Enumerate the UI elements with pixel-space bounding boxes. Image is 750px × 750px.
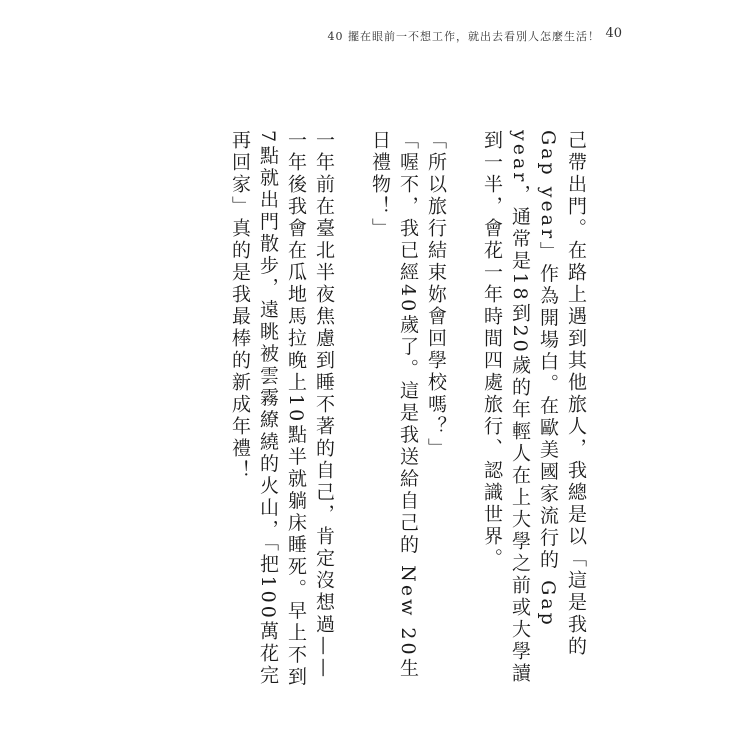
paragraph-reflection: 一年前在臺北半夜焦慮到睡不著的自己，肯定沒想過——一年後我會在瓜地馬拉晚上10點半就躺床睡死。早上不到7點就出門散步，遠眺被雲霧繚繞的火山，「把100萬花完再回家」真的是我最棒的新成年禮！ [229,130,335,689]
paragraph-answer: 「喔不，我已經40歲了。這是我送給自己的 New 20生日禮物！」 [369,130,419,680]
page-number: 40 [605,26,622,41]
running-header: 40 擺在眼前一不想工作，就出去看別人怎麼生活！ [327,30,600,43]
paragraph-question: 「所以旅行結束妳會回學校嗎？」 [425,130,447,460]
paragraph-gap-year: 己帶出門。在路上遇到其他旅人，我總是以「這是我的 Gap year」作為開場白。在歐美國家流行的 Gap year，通常是18到20歲的年輕人在上大學之前或大學讀到一半，會花一年時間四處旅行、認識世界。 [481,130,587,685]
vertical-body-text [226,130,590,690]
